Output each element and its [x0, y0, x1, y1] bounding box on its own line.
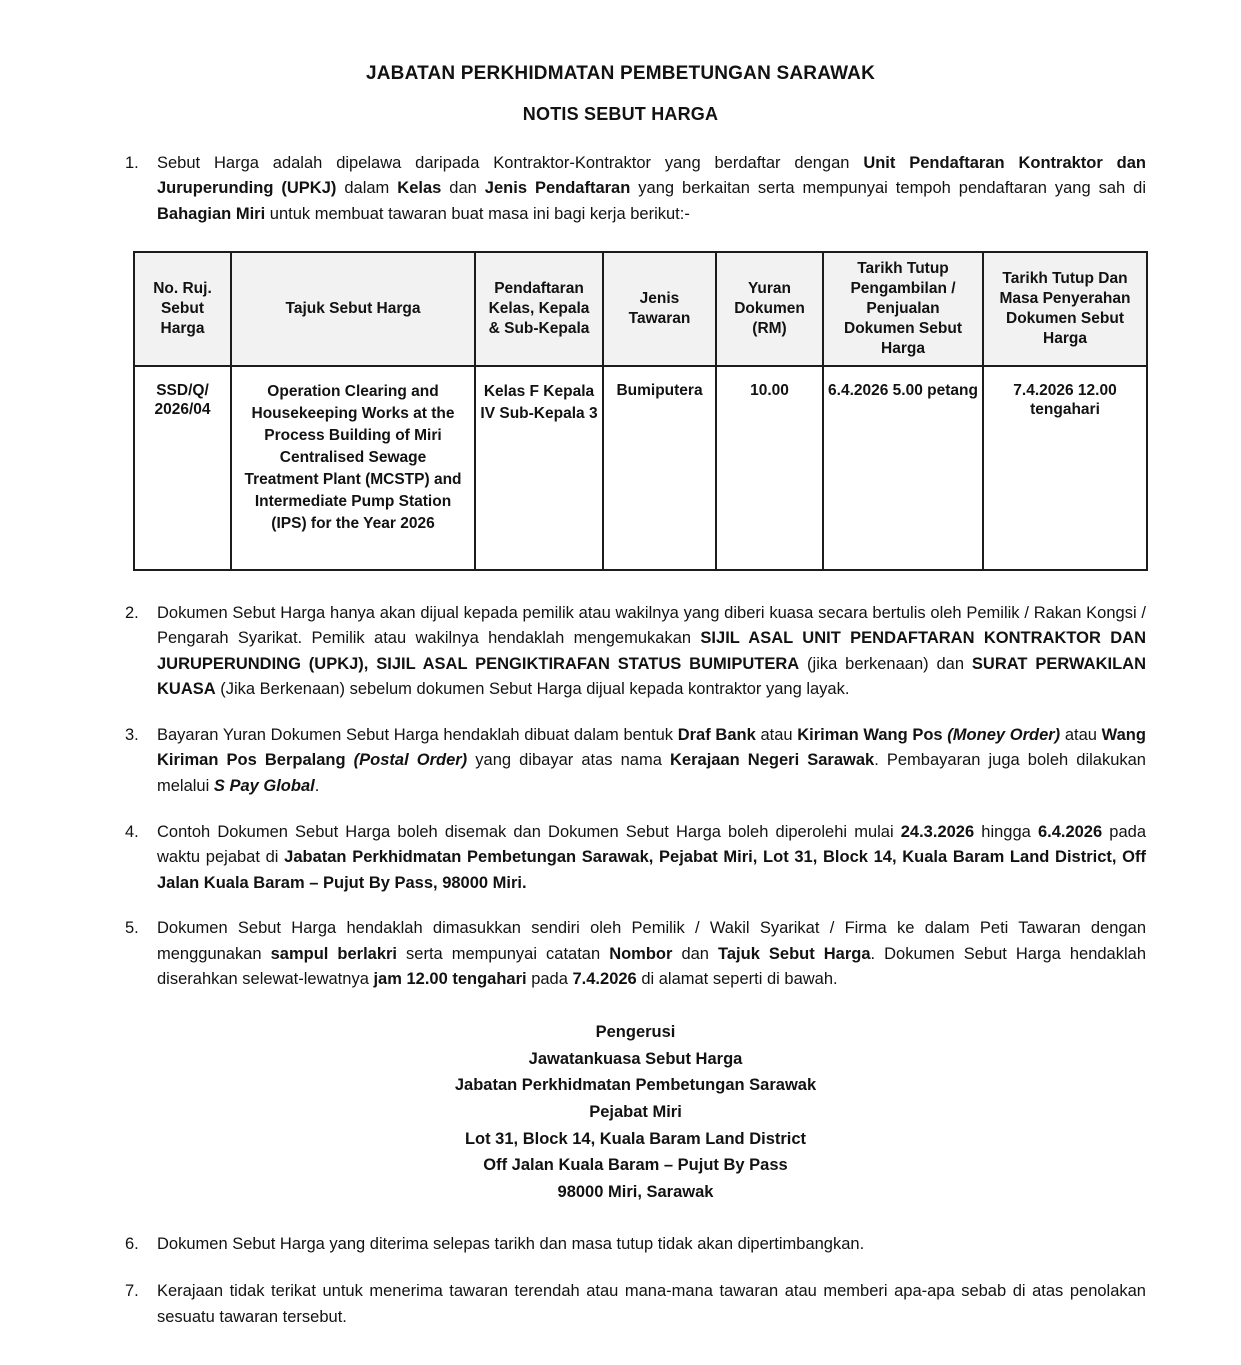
cell-closing-sale: 6.4.2026 5.00 petang	[823, 366, 983, 570]
clause-1	[0, 151, 1241, 228]
clauses-tail	[0, 1232, 1241, 1331]
clause-4	[0, 820, 1241, 897]
column-header-title: Tajuk Sebut Harga	[231, 252, 475, 365]
clause-3-text: Bayaran Yuran Dokumen Sebut Harga hendaklah dibuat dalam bentuk Draf Bank atau Kiriman Wang Pos (Money Order) atau Wang Kiriman Pos Berpalang (Postal Order) yang dibayar atas nama Kerajaan Negeri Sarawak. Pembayaran juga boleh dilakukan melalui S Pay Global.	[157, 725, 1146, 795]
cell-closing-submission: 7.4.2026 12.00 tengahari	[983, 366, 1147, 570]
signature-line-4: Pejabat Miri	[589, 1103, 682, 1122]
table-row	[134, 366, 1147, 570]
clause-7-text: Kerajaan tidak terikat untuk menerima tawaran terendah atau mana-mana tawaran atau memberi apa-apa sebab di atas penolakan sesuatu tawaran tersebut.	[157, 1282, 1146, 1327]
column-header-registration: Pendaftaran Kelas, Kepala & Sub-Kepala	[475, 252, 603, 365]
cell-title: Operation Clearing and Housekeeping Works at the Process Building of Miri Centralised Sewage Treatment Plant (MCSTP) and Intermediate Pump Station (IPS) for the Year 2026	[231, 366, 475, 570]
clause-7-number: 7.	[125, 1282, 139, 1301]
column-header-offer-type: Jenis Tawaran	[603, 252, 716, 365]
signature-line-5: Lot 31, Block 14, Kuala Baram Land District	[464, 1129, 807, 1148]
cell-registration: Kelas F Kepala IV Sub-Kepala 3	[475, 366, 603, 570]
column-header-closing-submission: Tarikh Tutup Dan Masa Penyerahan Dokumen Sebut Harga	[983, 252, 1147, 365]
clause-2-text: Dokumen Sebut Harga hanya akan dijual kepada pemilik atau wakilnya yang diberi kuasa secara bertulis oleh Pemilik / Rakan Kongsi / Pengarah Syarikat. Pemilik atau wakilnya hendaklah mengemukakan SIJIL ASAL UNIT PENDAFTARAN KONTRAKTOR DAN JURUPERUNDING (UPKJ), SIJIL ASAL PENGIKTIRAFAN STATUS BUMIPUTERA (jika berkenaan) dan SURAT PERWAKILAN KUASA (Jika Berkenaan) sebelum dokumen Sebut Harga dijual kepada kontraktor yang layak.	[157, 603, 1146, 699]
table-head	[134, 252, 1147, 365]
bottom-spacer	[0, 1331, 1241, 1365]
page-title: JABATAN PERKHIDMATAN PEMBETUNGAN SARAWAK	[365, 63, 876, 84]
clause-5-text: Dokumen Sebut Harga hendaklah dimasukkan sendiri oleh Pemilik / Wakil Syarikat / Firma ke dalam Peti Tawaran dengan menggunakan sampul berlakri serta mempunyai catatan Nombor dan Tajuk Sebut Harga. Dokumen Sebut Harga hendaklah diserahkan selewat-lewatnya jam 12.00 tengahari pada 7.4.2026 di alamat seperti di bawah.	[157, 919, 1146, 989]
clauses-after-table	[0, 601, 1241, 993]
signature-line-7: 98000 Miri, Sarawak	[557, 1183, 714, 1202]
column-header-fee: Yuran Dokumen (RM)	[716, 252, 823, 365]
column-header-closing-sale: Tarikh Tutup Pengambilan / Penjualan Dokumen Sebut Harga	[823, 252, 983, 365]
signature-line-6: Off Jalan Kuala Baram – Pujut By Pass	[483, 1156, 788, 1175]
clause-1-number: 1.	[125, 153, 139, 172]
clause-3-number: 3.	[125, 725, 139, 744]
column-header-ref: No. Ruj. Sebut Harga	[134, 252, 231, 365]
document-header	[0, 62, 1241, 125]
clause-1-text: Sebut Harga adalah dipelawa daripada Kontraktor-Kontraktor yang berdaftar dengan Unit Pendaftaran Kontraktor dan Juruperunding (UPKJ) dalam Kelas dan Jenis Pendaftaran yang berkaitan serta mempunyai tempoh pendaftaran yang sah di Bahagian Miri untuk membuat tawaran buat masa ini bagi kerja berikut:-	[157, 153, 1147, 223]
clause-3	[0, 723, 1241, 800]
cell-fee: 10.00	[716, 366, 823, 570]
signature-line-2: Jawatankuasa Sebut Harga	[528, 1049, 743, 1068]
clause-6-number: 6.	[125, 1234, 139, 1253]
signature-block	[0, 1019, 1241, 1206]
clause-4-text: Contoh Dokumen Sebut Harga boleh disemak dan Dokumen Sebut Harga boleh diperolehi mulai 24.3.2026 hingga 6.4.2026 pada waktu pejabat di Jabatan Perkhidmatan Pembetungan Sarawak, Pejabat Miri, Lot 31, Block 14, Kuala Baram Land District, Off Jalan Kuala Baram – Pujut By Pass, 98000 Miri.	[157, 822, 1146, 892]
notice-page	[0, 62, 1241, 1365]
notice-table	[133, 251, 1148, 570]
table-body	[134, 366, 1147, 570]
cell-offer-type: Bumiputera	[603, 366, 716, 570]
clause-6	[0, 1232, 1241, 1258]
signature-line-1: Pengerusi	[595, 1022, 676, 1041]
page-subtitle: NOTIS SEBUT HARGA	[522, 103, 719, 124]
clause-2-number: 2.	[125, 603, 139, 622]
clause-5-number: 5.	[125, 919, 139, 938]
clause-6-text: Dokumen Sebut Harga yang diterima selepas tarikh dan masa tutup tidak akan dipertimbangkan.	[157, 1234, 865, 1253]
clause-2	[0, 601, 1241, 703]
table-header-row	[134, 252, 1147, 365]
clause-7	[0, 1279, 1241, 1330]
signature-line-3: Jabatan Perkhidmatan Pembetungan Sarawak	[454, 1076, 817, 1095]
cell-ref: SSD/Q/ 2026/04	[134, 366, 231, 570]
clause-4-number: 4.	[125, 822, 139, 841]
notice-table-wrapper	[0, 251, 1241, 570]
clause-5	[0, 916, 1241, 993]
